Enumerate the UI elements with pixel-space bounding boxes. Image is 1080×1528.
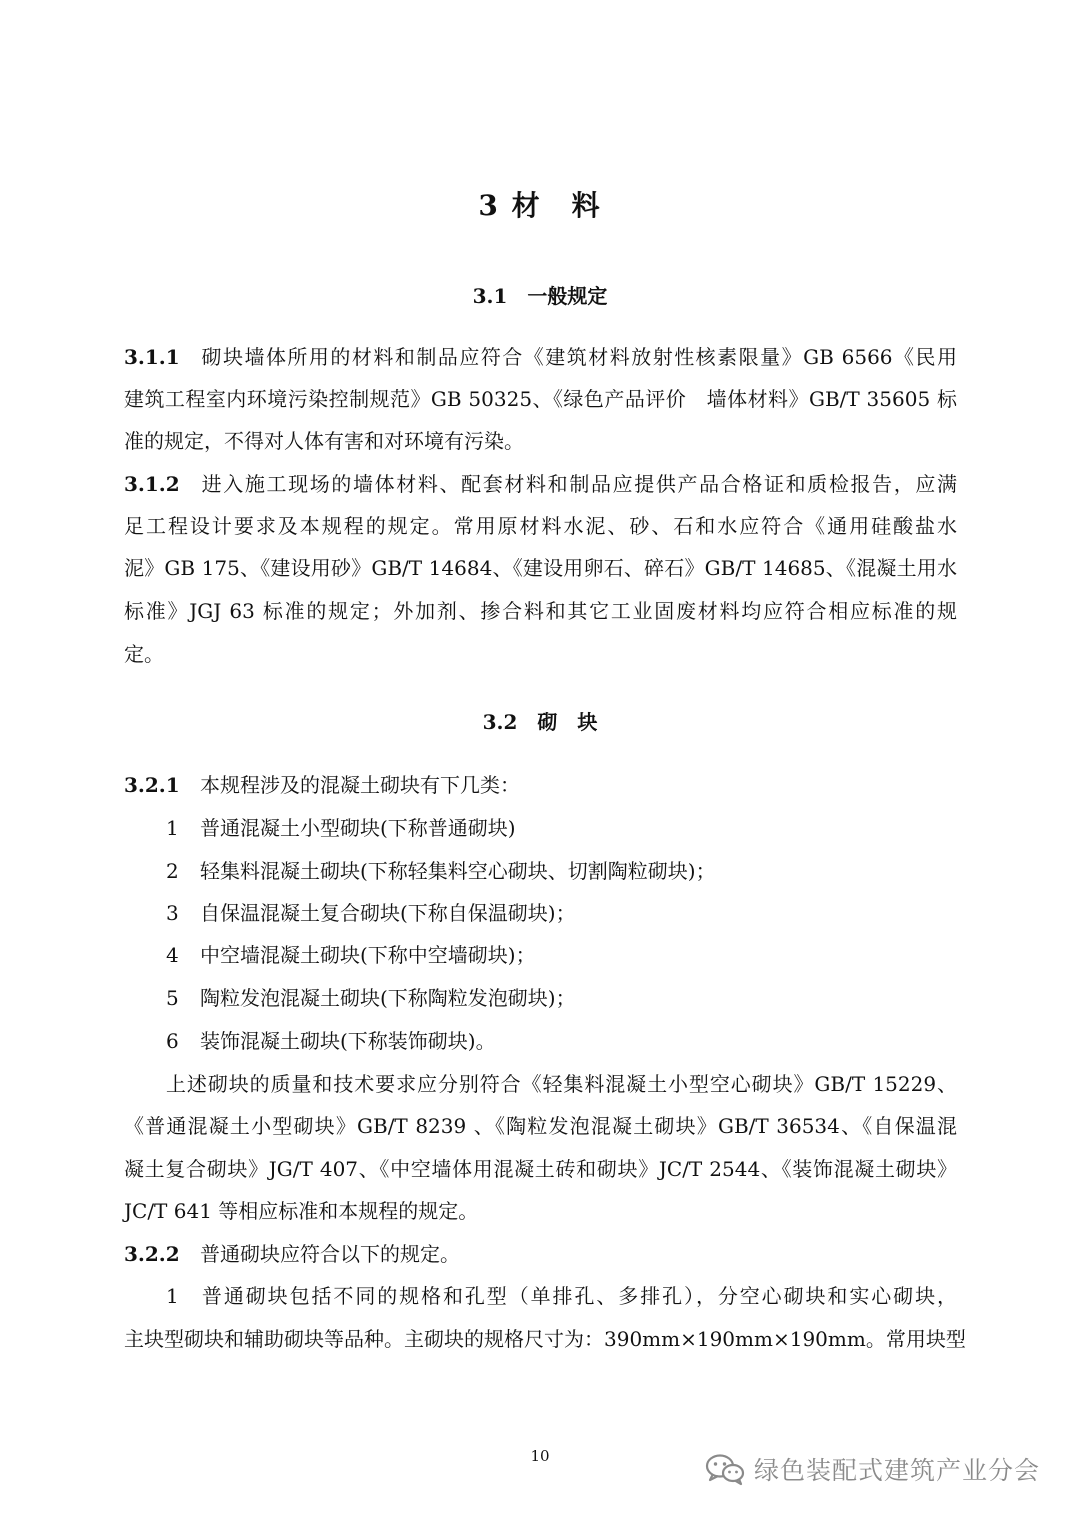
item-text: 陶粒发泡混凝土砌块(下称陶粒发泡砌块)； [200, 986, 576, 1010]
clause-3-2-1-para-line-2: 《普通混凝土小型砌块》GB/T 8239 、《陶粒发泡混凝土砌块》GB/T 36534、《自保温混 [124, 1114, 957, 1138]
item-text: 普通混凝土小型砌块(下称普通砌块) [200, 816, 516, 840]
clause-number: 3.1.2 [124, 472, 180, 496]
item-text: 轻集料混凝土砌块(下称轻集料空心砌块、切割陶粒砌块)； [200, 859, 716, 883]
clause-text: 本规程涉及的混凝土砌块有下几类： [200, 773, 520, 797]
item-number: 1 [166, 1284, 179, 1308]
list-item [166, 856, 716, 886]
clause-text: 普通砌块应符合以下的规定。 [200, 1242, 460, 1266]
wechat-icon [704, 1452, 746, 1486]
list-item [166, 983, 576, 1013]
page-number: 10 [530, 1447, 550, 1465]
item-text: 自保温混凝土复合砌块(下称自保温砌块)； [200, 901, 576, 925]
clause-3-1-2-line-1 [124, 469, 957, 499]
item-number: 3 [166, 901, 179, 925]
clause-3-2-1-para-line-1: 上述砌块的质量和技术要求应分别符合《轻集料混凝土小型空心砌块》GB/T 15229、 [166, 1072, 957, 1096]
section-title-3-2: 3.2 砌 块 [482, 710, 598, 734]
clause-3-2-2-intro [124, 1239, 460, 1269]
section-title-3-1: 3.1 一般规定 [472, 284, 608, 308]
clause-3-2-1-intro [124, 770, 520, 800]
clause-3-1-2-line-2: 足工程设计要求及本规程的规定。常用原材料水泥、砂、石和水应符合《通用硅酸盐水 [124, 514, 957, 538]
item-text: 装饰混凝土砌块(下称装饰砌块)。 [200, 1029, 496, 1053]
item-text: 中空墙混凝土砌块(下称中空墙砌块)； [200, 943, 536, 967]
clause-3-1-2-line-3: 泥》GB 175、《建设用砂》GB/T 14684、《建设用卵石、碎石》GB/T 14685、《混凝土用水 [124, 556, 957, 580]
clause-3-1-1-line-3: 准的规定，不得对人体有害和对环境有污染。 [124, 429, 524, 453]
item-number: 5 [166, 986, 179, 1010]
item-number: 4 [166, 943, 179, 967]
clause-3-2-2-item-1-line-2: 主块型砌块和辅助砌块等品种。主砌块的规格尺寸为：390mm×190mm×190mm。常用块型 [124, 1327, 966, 1351]
clause-3-2-2-item-1-line-1 [166, 1281, 957, 1311]
clause-number: 3.2.1 [124, 773, 180, 797]
clause-3-1-1-line-1 [124, 342, 957, 372]
watermark [704, 1449, 1040, 1489]
item-number: 6 [166, 1029, 179, 1053]
clause-text: 进入施工现场的墙体材料、配套材料和制品应提供产品合格证和质检报告，应满 [200, 472, 957, 496]
clause-3-1-2-line-5: 定。 [124, 642, 164, 666]
list-item [166, 898, 576, 928]
clause-text: 砌块墙体所用的材料和制品应符合《建筑材料放射性核素限量》GB 6566《民用 [200, 345, 957, 369]
chapter-title: 3 材 料 [478, 189, 602, 222]
item-number: 2 [166, 859, 179, 883]
list-item [166, 940, 536, 970]
clause-3-1-1-line-2: 建筑工程室内环境污染控制规范》GB 50325、《绿色产品评价 墙体材料》GB/T 35605 标 [124, 387, 957, 411]
clause-number: 3.2.2 [124, 1242, 180, 1266]
item-text: 普通砌块包括不同的规格和孔型（单排孔、多排孔），分空心砌块和实心砌块， [200, 1284, 957, 1308]
clause-number: 3.1.1 [124, 345, 180, 369]
clause-3-2-1-para-line-3: 凝土复合砌块》JG/T 407、《中空墙体用混凝土砖和砌块》JC/T 2544、《装饰混凝土砌块》 [124, 1157, 957, 1181]
clause-3-1-2-line-4: 标准》JGJ 63 标准的规定；外加剂、掺合料和其它工业固废材料均应符合相应标准的规 [124, 599, 957, 623]
list-item [166, 813, 516, 843]
watermark-text: 绿色装配式建筑产业分会 [754, 1456, 1041, 1485]
clause-3-2-1-para-line-4: JC/T 641 等相应标准和本规程的规定。 [124, 1199, 479, 1223]
list-item [166, 1026, 496, 1056]
item-number: 1 [166, 816, 179, 840]
